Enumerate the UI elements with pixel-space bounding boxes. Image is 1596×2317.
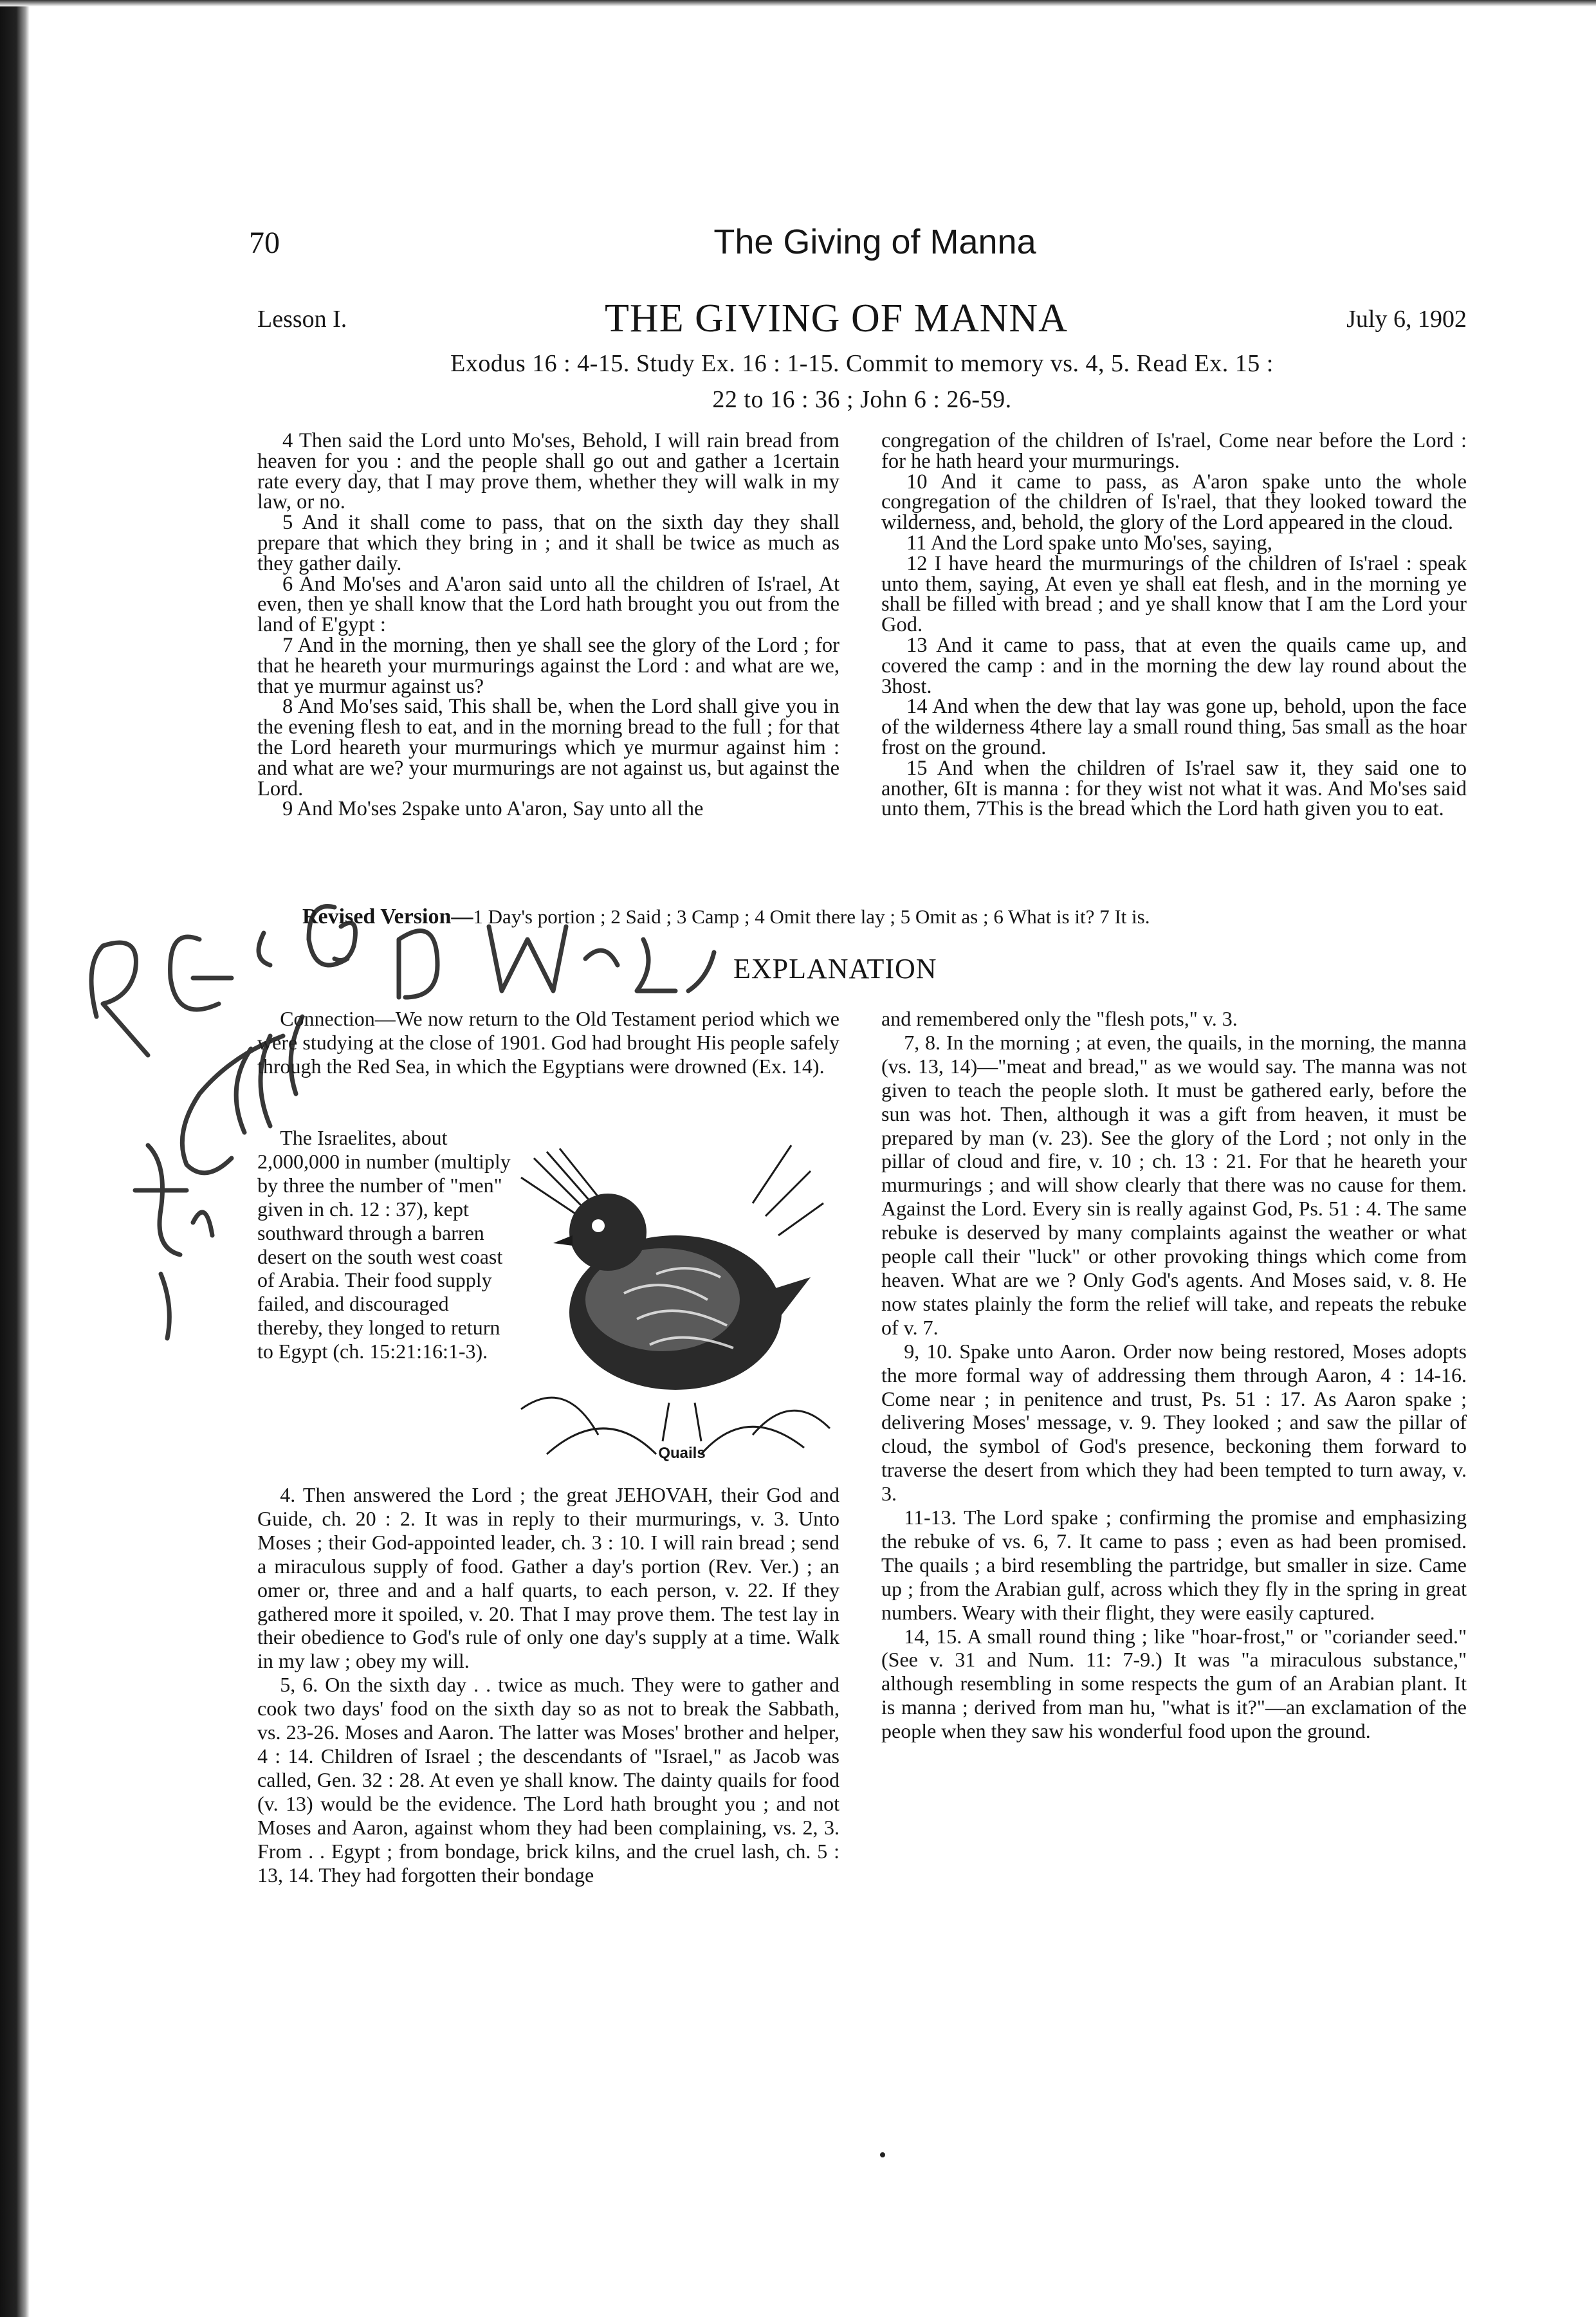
scripture-refs-line-2: 22 to 16 : 36 ; John 6 : 26-59. (712, 386, 1012, 413)
verse-paragraph: 10 And it came to pass, as A'aron spake unto the whole congregation of the children of Is'rael, that they looked toward the wilderness, and, behold, the glory of the Lord appeared in the cloud. (881, 470, 1467, 535)
verse-paragraph: 9 And Mo'ses 2spake unto A'aron, Say unto all the (282, 797, 704, 821)
verse-paragraph: 4 Then said the Lord unto Mo'ses, Behold, I will rain bread from heaven for you : and the people shall go out and gather a 1certain rate every day, that I may prove them, whether they will walk in my law, or no. (257, 429, 839, 514)
lesson-title: THE GIVING OF MANNA (605, 297, 1068, 340)
bible-text-left-column (257, 431, 839, 820)
explanation-paragraph: Connection—We now return to the Old Testament period which we were studying at the close of 1901. God had brought His people safely through the Red Sea, in which the Egyptians were drowned (Ex. 14). (257, 1007, 839, 1078)
running-head-title: The Giving of Manna (713, 223, 1036, 261)
verse-paragraph: 8 And Mo'ses said, This shall be, when the Lord shall give you in the evening flesh to eat, and in the morning bread to the full ; for that the Lord heareth your murmurings which ye murmur against him : and what are we? your murmurings are not against us, but against the Lord. (257, 695, 839, 800)
explanation-paragraph: 9, 10. Spake unto Aaron. Order now being restored, Moses adopts the more formal way of addressing them through Aaron, 4 : 14-16. Come near ; in penitence and trust, Ps. 51 : 17. As Aaron spake ; delivering Moses' message, v. 9. They looked ; and saw the pillar of cloud, the symbol of God's presence, beckoning them forward to traverse the desert from which they had been tempted to turn away, v. 3. (881, 1339, 1467, 1506)
explanation-heading: EXPLANATION (733, 953, 937, 984)
explanation-right-column (881, 1007, 1467, 1743)
verse-paragraph: 5 And it shall come to pass, that on the sixth day they shall prepare that which they bring in ; and it shall be twice as much as they gather daily. (257, 511, 839, 575)
explanation-paragraph: 5, 6. On the sixth day . . twice as much. They were to gather and cook two days' food on the sixth day so as not to break the Sabbath, vs. 23-26. Moses and Aaron. The latter was Moses' brother and helper, 4 : 14. Children of Israel ; the descendants of "Israel," as Jacob was called, Gen. 32 : 28. At even ye shall know. The dainty quails for food (v. 13) would be the evidence. The Lord hath brought you ; and not Moses and Aaron, against whom they had been complaining, vs. 2, 3. From . . Egypt ; from bondage, brick kilns, and the cruel lash, ch. 5 : 13, 14. They had forgotten their bondage (257, 1673, 839, 1887)
verse-paragraph: 6 And Mo'ses and A'aron said unto all the children of Is'rael, At even, then ye shall know that the Lord hath brought you out from the land of E'gypt : (257, 572, 839, 637)
verse-paragraph: congregation of the children of Is'rael, Come near before the Lord : for he hath heard your murmurings. (881, 429, 1467, 473)
verse-paragraph: 13 And it came to pass, that at even the quails came up, and covered the camp : and in the morning the dew lay round about the 3host. (881, 633, 1467, 698)
explanation-paragraph: The Israelites, about 2,000,000 in number (multiply by three the number of "men" given in ch. 12 : 37), kept southward through a barren desert on the south west coast of Arabia. Their food supply failed, and discouraged thereby, they longed to return to Egypt (ch. 15:21:16:1-3). (257, 1126, 511, 1363)
explanation-paragraph: 7, 8. In the morning ; at even, the quails, in the morning, the manna (vs. 13, 14)—"meat and bread," as we would say. The manna was not given to teach the people sloth. It must be gathered early, before the sun was hot. Then, although it was a gift from heaven, it must be prepared by man (v. 23). See the glory of the Lord ; not only in the pillar of cloud and fire, v. 10 ; ch. 13 : 21. For that he heareth your murmurings ; and will show clearly that there was no cause for them. Against the Lord. Every sin is really against God, Ps. 51 : 4. The same rebuke is deserved by many complaints against the weather or what people call their "luck" or other provoking things which come from heaven. What are we ? Only God's agents. And Moses said, v. 8. He now states plainly the form the relief will take, and repeats the rebuke of v. 7. (881, 1030, 1467, 1339)
page-number: 70 (249, 226, 280, 260)
lesson-date: July 6, 1902 (1346, 306, 1467, 333)
scripture-references (257, 346, 1467, 418)
explanation-paragraph: 4. Then answered the Lord ; the great JEHOVAH, their God and Guide, ch. 20 : 2. It was in reply to their murmurings, v. 3. Unto Moses ; their God-appointed leader, ch. 3 : 10. I will rain bread ; send a miraculous supply of food. Gather a day's portion (Rev. Ver.) ; an omer or, three and and a half quarts, to each person, v. 22. If they gathered more it spoiled, v. 20. That I may prove them. The test lay in their obedience to God's rule of only one day's supply at a time. Walk in my law ; obey my will. (257, 1483, 839, 1673)
explanation-paragraph: and remembered only the "flesh pots," v. 3. (881, 1007, 1238, 1030)
verse-paragraph: 11 And the Lord spake unto Mo'ses, saying, (906, 531, 1272, 555)
lesson-header (257, 296, 1467, 341)
verse-paragraph: 14 And when the dew that lay was gone up, behold, upon the face of the wilderness 4there lay a small round thing, 5as small as the hoar frost on the ground. (881, 695, 1467, 759)
figure-caption: Quails (658, 1445, 706, 1462)
bible-text-right-column (881, 431, 1467, 820)
verse-paragraph: 15 And when the children of Is'rael saw it, they said one to another, 6It is manna : for they wist not what it was. And Mo'ses said unto them, 7This is the bread which the Lord hath given you to eat. (881, 756, 1467, 821)
explanation-paragraph: 14, 15. A small round thing ; like "hoar-frost," or "coriander seed." (See v. 31 and Num. 11: 7-9.) It was "a miraculous substance," although resembling in some respects the gum of an Arabian plant. It is manna ; derived from man hu, "what is it?"—an exclamation of the people when they saw his wonderful food upon the ground. (881, 1624, 1467, 1743)
verse-paragraph: 7 And in the morning, then ye shall see the glory of the Lord ; for that he heareth your murmurings against the Lord : and what are we, that ye murmur against us? (257, 633, 839, 698)
verse-paragraph: 12 I have heard the murmurings of the children of Is'rael : speak unto them, saying, At even ye shall eat flesh, and in the morning ye shall be filled with bread ; and ye shall know that I am the Lord your God. (881, 551, 1467, 637)
explanation-paragraph: 11-13. The Lord spake ; confirming the promise and emphasizing the rebuke of vs. 6, 7. It came to pass ; even as had been promised. The quails ; a bird resembling the partridge, but smaller in size. Came up ; from the Arabian gulf, across which they fly in the spring in great numbers. Weary with their flight, they were easily captured. (881, 1506, 1467, 1624)
lesson-number: Lesson I. (257, 306, 347, 333)
ink-dot (880, 2152, 885, 2157)
revised-version-notes: 1 Day's portion ; 2 Said ; 3 Camp ; 4 Omit there lay ; 5 Omit as ; 6 What is it? 7 It is. (473, 905, 1150, 928)
revised-version-label: Revised Version— (302, 905, 473, 928)
explanation-left-column (257, 1483, 839, 1887)
scan-page-edge (0, 0, 30, 2317)
scripture-refs-line-1: Exodus 16 : 4-15. Study Ex. 16 : 1-15. Commit to memory vs. 4, 5. Read Ex. 15 : (450, 350, 1274, 377)
scan-top-edge (0, 0, 1596, 6)
handwritten-inscription (39, 888, 746, 1377)
